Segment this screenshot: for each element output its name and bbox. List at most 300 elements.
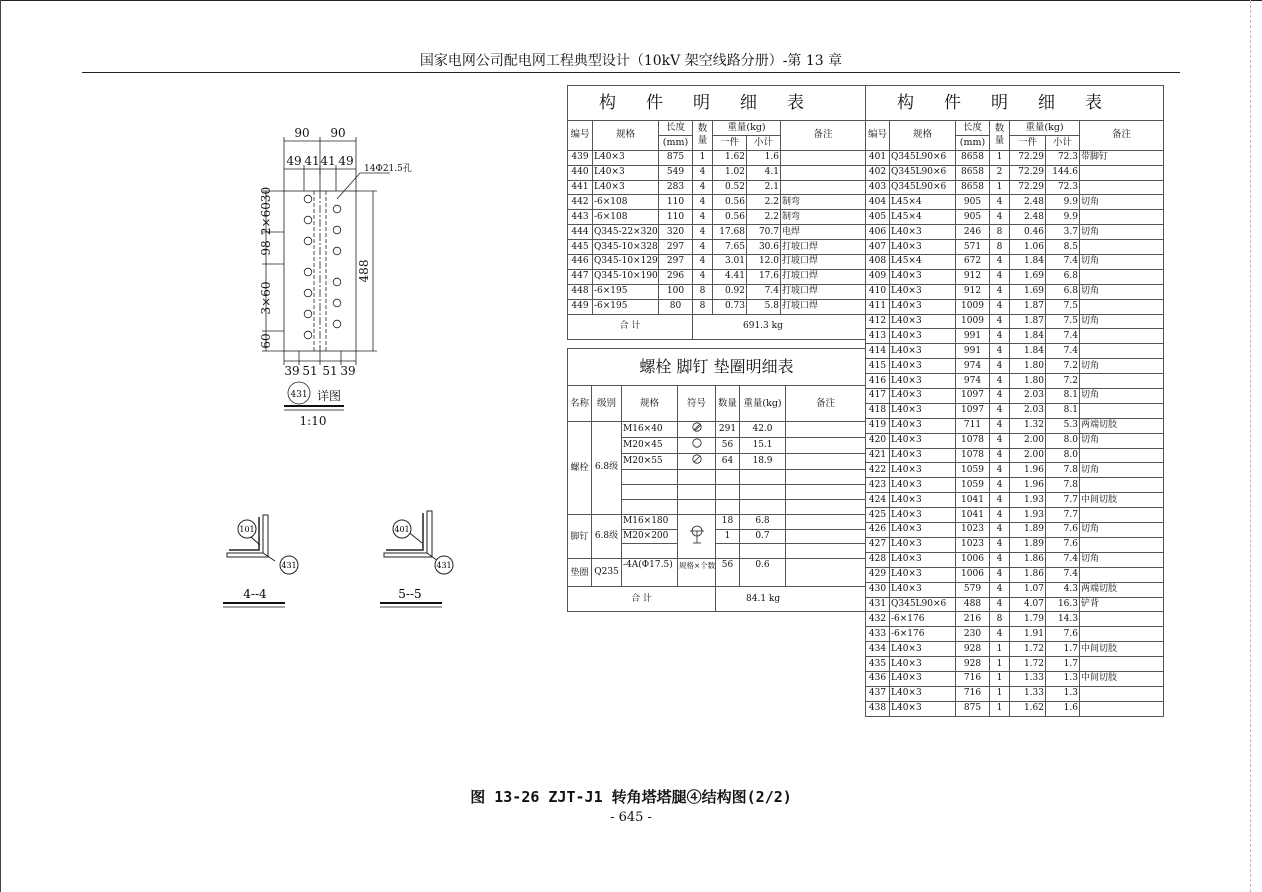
- weight-each: 1.62: [713, 150, 747, 165]
- part-note: 两端切肢: [1080, 418, 1164, 433]
- table1-head-weight: 重量(kg): [713, 121, 781, 136]
- dim-left-1: 2×6030: [259, 186, 273, 236]
- part-no: 430: [866, 582, 890, 597]
- weight-subtotal: 4.3: [1046, 582, 1080, 597]
- dim-left-4: 60: [259, 333, 273, 349]
- part-no: 439: [568, 150, 593, 165]
- part-length: 296: [659, 269, 693, 284]
- weight-subtotal: 7.4: [1046, 567, 1080, 582]
- part-spec: L40×3: [890, 284, 956, 299]
- part-qty: 4: [990, 418, 1010, 433]
- part-spec: Q345-22×320: [593, 225, 659, 240]
- part-qty: 4: [990, 284, 1010, 299]
- fastener-note: [786, 438, 866, 454]
- table2-head-weight: 重量(kg): [740, 386, 786, 422]
- part-qty: 4: [990, 299, 1010, 314]
- weight-each: 1.02: [713, 165, 747, 180]
- table-row: [866, 225, 1164, 240]
- part-length: 905: [956, 210, 990, 225]
- fastener-qty: 56: [716, 559, 740, 587]
- weight-each: 1.33: [1010, 686, 1046, 701]
- part-note: [1080, 344, 1164, 359]
- part-note: 打坡口焊: [781, 299, 866, 314]
- table-row: [866, 686, 1164, 701]
- part-spec: L40×3: [890, 225, 956, 240]
- weight-each: 72.29: [1010, 150, 1046, 165]
- part-length: 8658: [956, 180, 990, 195]
- weight-each: 0.46: [1010, 225, 1046, 240]
- part-spec: L45×4: [890, 210, 956, 225]
- part-qty: 4: [990, 255, 1010, 270]
- part-length: 711: [956, 418, 990, 433]
- part-length: 1009: [956, 314, 990, 329]
- table3-head-sub: 小计: [1046, 135, 1080, 150]
- part-qty: 4: [990, 582, 1010, 597]
- part-length: 1041: [956, 493, 990, 508]
- part-spec: L40×3: [890, 537, 956, 552]
- part-qty: 1: [990, 686, 1010, 701]
- part-no: 446: [568, 255, 593, 270]
- part-spec: -6×195: [593, 284, 659, 299]
- table2-title: 螺栓 脚钉 垫圈明细表: [568, 349, 866, 386]
- part-spec: Q345-10×190: [593, 269, 659, 284]
- table-row: [866, 403, 1164, 418]
- weight-each: 1.91: [1010, 627, 1046, 642]
- part-note: 铲背: [1080, 597, 1164, 612]
- part-qty: 4: [693, 210, 713, 225]
- weight-subtotal: 17.6: [747, 269, 781, 284]
- table-row: [866, 701, 1164, 716]
- part-length: 875: [956, 701, 990, 716]
- part-no: 403: [866, 180, 890, 195]
- weight-each: 1.32: [1010, 418, 1046, 433]
- weight-subtotal: 7.2: [1046, 359, 1080, 374]
- weight-subtotal: 7.4: [747, 284, 781, 299]
- part-no: 432: [866, 612, 890, 627]
- table3-head-weight: 重量(kg): [1010, 121, 1080, 136]
- part-no: 444: [568, 225, 593, 240]
- part-no: 411: [866, 299, 890, 314]
- part-qty: 4: [990, 597, 1010, 612]
- detail-scale: 1:10: [299, 414, 327, 428]
- part-length: 1097: [956, 389, 990, 404]
- part-note: [1080, 240, 1164, 255]
- weight-each: 0.56: [713, 210, 747, 225]
- weight-subtotal: 7.4: [1046, 552, 1080, 567]
- dim-sub-2: 41: [304, 154, 320, 168]
- part-no: 407: [866, 240, 890, 255]
- table1-title: 构件明细表: [568, 86, 866, 121]
- part-note: 切角: [1080, 225, 1164, 240]
- fastener-weight: 15.1: [740, 438, 786, 454]
- dim-sub-3: 41: [320, 154, 336, 168]
- part-note: 切角: [1080, 284, 1164, 299]
- part-note: 切角: [1080, 463, 1164, 478]
- weight-subtotal: 7.6: [1046, 537, 1080, 552]
- part-length: 230: [956, 627, 990, 642]
- table-row: [568, 299, 866, 314]
- detail-label: 详图: [317, 389, 342, 403]
- section-4-label: 4--4: [243, 587, 267, 601]
- weight-subtotal: 72.3: [1046, 180, 1080, 195]
- weight-each: 0.52: [713, 180, 747, 195]
- part-length: 1041: [956, 508, 990, 523]
- fastener-table: [567, 348, 866, 612]
- part-note: [781, 180, 866, 195]
- dim-bottom-1: 39: [284, 364, 300, 378]
- table-row: [866, 240, 1164, 255]
- table-row: [866, 255, 1164, 270]
- table-row: [866, 597, 1164, 612]
- fastener-spec: M20×45: [622, 438, 678, 454]
- part-no: 447: [568, 269, 593, 284]
- part-spec: L40×3: [890, 523, 956, 538]
- weight-each: 2.03: [1010, 403, 1046, 418]
- part-no: 433: [866, 627, 890, 642]
- part-note: [1080, 448, 1164, 463]
- part-no: 402: [866, 165, 890, 180]
- part-note: [1080, 701, 1164, 716]
- weight-each: 1.93: [1010, 493, 1046, 508]
- part-qty: 8: [693, 284, 713, 299]
- fastener-grade: 6.8级: [592, 422, 622, 515]
- table-row: [866, 478, 1164, 493]
- fastener-spec: -4A(Φ17.5): [622, 559, 678, 587]
- table-row: [568, 255, 866, 270]
- table1-head-note: 备注: [781, 121, 866, 151]
- table-row: [866, 374, 1164, 389]
- part-no: 436: [866, 671, 890, 686]
- table3-title: 构件明细表: [866, 86, 1164, 121]
- page-header: 国家电网公司配电网工程典型设计（10kV 架空线路分册）-第 13 章: [419, 53, 843, 69]
- weight-each: 1.69: [1010, 284, 1046, 299]
- part-qty: 4: [990, 403, 1010, 418]
- part-note: [1080, 165, 1164, 180]
- part-length: 974: [956, 359, 990, 374]
- weight-each: 1.86: [1010, 552, 1046, 567]
- table3-head-qty: 数量: [990, 121, 1010, 151]
- table1-head-no: 编号: [568, 121, 593, 151]
- part-qty: 1: [990, 150, 1010, 165]
- part-qty: 8: [693, 299, 713, 314]
- part-qty: 4: [990, 344, 1010, 359]
- part-qty: 1: [990, 180, 1010, 195]
- part-length: 905: [956, 195, 990, 210]
- table-row: [568, 514, 866, 529]
- header-rule: [82, 72, 1180, 73]
- part-length: 672: [956, 255, 990, 270]
- part-spec: Q345-10×328: [593, 240, 659, 255]
- bolt-symbol-icon: [691, 454, 703, 464]
- dim-left-3: 3×60: [259, 281, 273, 315]
- dim-top-2: 90: [330, 126, 346, 140]
- fastener-qty: [716, 544, 740, 559]
- foot-nail-symbol-icon: [689, 523, 705, 545]
- section-5-5: [372, 505, 482, 610]
- part-note: 带脚钉: [1080, 150, 1164, 165]
- part-qty: 1: [990, 701, 1010, 716]
- table-row: [568, 165, 866, 180]
- part-length: 991: [956, 344, 990, 359]
- part-note: 打坡口焊: [781, 240, 866, 255]
- fastener-note: [786, 514, 866, 529]
- table-row: [866, 389, 1164, 404]
- part-spec: L40×3: [890, 359, 956, 374]
- table2-head-name: 名称: [568, 386, 592, 422]
- part-spec: -6×176: [890, 612, 956, 627]
- table2-head-symbol: 符号: [678, 386, 716, 422]
- table1-total-value: 691.3 kg: [693, 314, 866, 339]
- weight-each: 2.00: [1010, 448, 1046, 463]
- fastener-name: 脚钉: [568, 514, 592, 559]
- part-note: [1080, 612, 1164, 627]
- part-length: 549: [659, 165, 693, 180]
- weight-subtotal: 7.4: [1046, 344, 1080, 359]
- weight-subtotal: 7.7: [1046, 508, 1080, 523]
- part-length: 8658: [956, 150, 990, 165]
- part-length: 488: [956, 597, 990, 612]
- part-qty: 4: [990, 374, 1010, 389]
- part-spec: L40×3: [890, 374, 956, 389]
- part-length: 216: [956, 612, 990, 627]
- dim-sub-4: 49: [338, 154, 354, 168]
- weight-subtotal: 7.4: [1046, 329, 1080, 344]
- table-row: [866, 418, 1164, 433]
- weight-subtotal: 3.7: [1046, 225, 1080, 240]
- table-row: [568, 422, 866, 438]
- part-note: 电焊: [781, 225, 866, 240]
- table-row: [866, 657, 1164, 672]
- weight-subtotal: 7.8: [1046, 463, 1080, 478]
- table-row: [866, 299, 1164, 314]
- part-length: 320: [659, 225, 693, 240]
- weight-subtotal: 5.3: [1046, 418, 1080, 433]
- weight-subtotal: 7.5: [1046, 299, 1080, 314]
- table2-head-spec: 规格: [622, 386, 678, 422]
- weight-each: 1.84: [1010, 255, 1046, 270]
- table-row: [866, 314, 1164, 329]
- part-spec: L40×3: [890, 299, 956, 314]
- part-qty: 4: [693, 165, 713, 180]
- fastener-qty: [716, 499, 740, 514]
- fastener-weight: 0.7: [740, 529, 786, 544]
- fastener-symbol: [678, 514, 716, 559]
- part-qty: 4: [693, 240, 713, 255]
- weight-each: 2.03: [1010, 389, 1046, 404]
- weight-subtotal: 9.9: [1046, 210, 1080, 225]
- weight-each: 1.33: [1010, 671, 1046, 686]
- part-spec: Q345L90×6: [890, 150, 956, 165]
- weight-each: 72.29: [1010, 165, 1046, 180]
- weight-each: 1.84: [1010, 344, 1046, 359]
- fastener-qty: 56: [716, 438, 740, 454]
- part-spec: L40×3: [890, 567, 956, 582]
- table-row: [568, 559, 866, 587]
- part-length: 912: [956, 284, 990, 299]
- part-no: 440: [568, 165, 593, 180]
- part-length: 283: [659, 180, 693, 195]
- weight-subtotal: 7.2: [1046, 374, 1080, 389]
- part-qty: 4: [990, 448, 1010, 463]
- table-row: [866, 359, 1164, 374]
- part-note: [781, 150, 866, 165]
- fastener-spec: [622, 484, 678, 499]
- part-qty: 1: [990, 642, 1010, 657]
- part-note: [1080, 567, 1164, 582]
- weight-each: 1.79: [1010, 612, 1046, 627]
- part-qty: 4: [990, 269, 1010, 284]
- part-qty: 4: [990, 314, 1010, 329]
- dim-bottom-4: 39: [340, 364, 356, 378]
- part-no: 410: [866, 284, 890, 299]
- table1-head-spec: 规格: [593, 121, 659, 151]
- part-note: 打坡口焊: [781, 269, 866, 284]
- weight-each: 1.72: [1010, 642, 1046, 657]
- part-qty: 4: [990, 627, 1010, 642]
- part-length: 1078: [956, 448, 990, 463]
- part-no: 419: [866, 418, 890, 433]
- part-qty: 4: [693, 225, 713, 240]
- table-row: [568, 150, 866, 165]
- part-length: 579: [956, 582, 990, 597]
- part-length: 1059: [956, 478, 990, 493]
- weight-each: 3.01: [713, 255, 747, 270]
- frame-left: [0, 0, 1, 892]
- table-row: [568, 180, 866, 195]
- part-note: [1080, 374, 1164, 389]
- table-row: [866, 463, 1164, 478]
- section-4-part-b: 431: [281, 561, 297, 570]
- part-no: 414: [866, 344, 890, 359]
- part-length: 80: [659, 299, 693, 314]
- fastener-name: 垫圈: [568, 559, 592, 587]
- table-row: [568, 210, 866, 225]
- table-row: [866, 269, 1164, 284]
- table-row: [866, 627, 1164, 642]
- fastener-name: 螺栓: [568, 422, 592, 515]
- weight-each: 1.69: [1010, 269, 1046, 284]
- part-note: [1080, 180, 1164, 195]
- bolt-symbol-icon: [691, 422, 703, 432]
- part-no: 413: [866, 329, 890, 344]
- part-spec: L40×3: [890, 701, 956, 716]
- part-spec: L40×3: [890, 403, 956, 418]
- part-note: [781, 165, 866, 180]
- part-length: 1078: [956, 433, 990, 448]
- table-row: [866, 210, 1164, 225]
- part-qty: 8: [990, 612, 1010, 627]
- part-no: 425: [866, 508, 890, 523]
- part-length: 1023: [956, 523, 990, 538]
- fastener-symbol: [678, 470, 716, 485]
- table-row: [866, 344, 1164, 359]
- weight-subtotal: 6.8: [1046, 269, 1080, 284]
- weight-subtotal: 1.7: [1046, 642, 1080, 657]
- fastener-spec: [622, 544, 678, 559]
- weight-subtotal: 14.3: [1046, 612, 1080, 627]
- weight-each: 1.89: [1010, 523, 1046, 538]
- part-qty: 4: [990, 567, 1010, 582]
- part-length: 110: [659, 195, 693, 210]
- weight-subtotal: 1.3: [1046, 671, 1080, 686]
- fastener-symbol: [678, 484, 716, 499]
- part-note: 制弯: [781, 210, 866, 225]
- part-note: 切角: [1080, 433, 1164, 448]
- part-note: [1080, 403, 1164, 418]
- part-spec: Q345-10×129: [593, 255, 659, 270]
- part-no: 441: [568, 180, 593, 195]
- part-qty: 4: [990, 508, 1010, 523]
- part-length: 100: [659, 284, 693, 299]
- weight-subtotal: 9.9: [1046, 195, 1080, 210]
- table-row: [568, 195, 866, 210]
- hole-note: 14Φ21.5孔: [364, 164, 412, 174]
- part-note: 切角: [1080, 389, 1164, 404]
- table-row: [866, 329, 1164, 344]
- fastener-weight: [740, 470, 786, 485]
- detail-part-no: 431: [290, 390, 308, 400]
- part-note: 切角: [1080, 314, 1164, 329]
- fastener-weight: 0.6: [740, 559, 786, 587]
- fastener-note: [786, 499, 866, 514]
- fastener-note: [786, 559, 866, 587]
- fastener-weight: [740, 544, 786, 559]
- part-length: 1009: [956, 299, 990, 314]
- part-note: 制弯: [781, 195, 866, 210]
- table3-head-spec: 规格: [890, 121, 956, 151]
- weight-each: 1.84: [1010, 329, 1046, 344]
- weight-each: 0.73: [713, 299, 747, 314]
- part-spec: L40×3: [593, 150, 659, 165]
- weight-each: 1.96: [1010, 478, 1046, 493]
- part-qty: 4: [693, 255, 713, 270]
- weight-subtotal: 7.5: [1046, 314, 1080, 329]
- table-row: [568, 225, 866, 240]
- weight-each: 1.87: [1010, 314, 1046, 329]
- part-no: 449: [568, 299, 593, 314]
- table-row: [866, 165, 1164, 180]
- weight-each: 1.06: [1010, 240, 1046, 255]
- part-qty: 8: [990, 225, 1010, 240]
- part-no: 435: [866, 657, 890, 672]
- part-length: 1023: [956, 537, 990, 552]
- part-no: 408: [866, 255, 890, 270]
- weight-subtotal: 7.8: [1046, 478, 1080, 493]
- table-row: [866, 448, 1164, 463]
- part-qty: 4: [990, 359, 1010, 374]
- part-spec: -6×195: [593, 299, 659, 314]
- weight-subtotal: 7.6: [1046, 523, 1080, 538]
- part-length: 716: [956, 671, 990, 686]
- part-qty: 4: [693, 180, 713, 195]
- part-spec: Q345L90×6: [890, 597, 956, 612]
- weight-subtotal: 8.1: [1046, 403, 1080, 418]
- dim-right: 488: [357, 259, 371, 283]
- table-row: [866, 523, 1164, 538]
- part-no: 409: [866, 269, 890, 284]
- part-spec: L40×3: [890, 582, 956, 597]
- weight-subtotal: 16.3: [1046, 597, 1080, 612]
- fastener-grade: 6.8级: [592, 514, 622, 559]
- table-row: [866, 180, 1164, 195]
- weight-each: 4.07: [1010, 597, 1046, 612]
- table-row: [866, 612, 1164, 627]
- weight-subtotal: 1.6: [1046, 701, 1080, 716]
- part-spec: -6×108: [593, 195, 659, 210]
- fastener-symbol: [678, 499, 716, 514]
- part-qty: 4: [990, 195, 1010, 210]
- part-note: 切角: [1080, 255, 1164, 270]
